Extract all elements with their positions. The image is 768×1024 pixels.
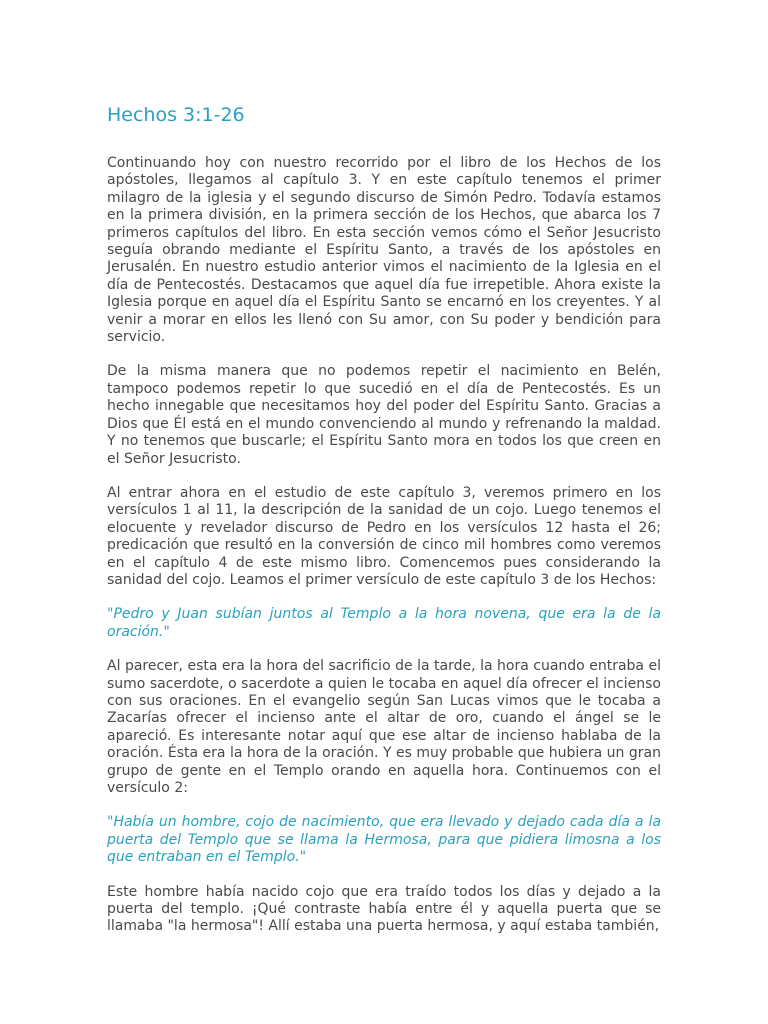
paragraph-hour-of-prayer: Al parecer, esta era la hora del sacrificio de la tarde, la hora cuando entraba el sumo sacerdote, o sacerdote a quien le tocaba en aquel día ofrecer el incienso con sus oraciones. En el evangelio según San Lucas vimos que le tocaba a Zacarías ofrecer el incienso ante el altar de oro, cuando el ángel se le apareció. Es interesante notar aquí que ese altar de incienso hablaba de la oración. Ésta era la hora de la oración. Y es muy probable que hubiera un gran grupo de gente en el Templo orando en aquella hora. Continuemos con el versículo 2: — [107, 658, 661, 796]
document-page — [107, 102, 661, 953]
document-title: Hechos 3:1-26 — [107, 104, 245, 126]
scripture-quote-verse-1: "Pedro y Juan subían juntos al Templo a la hora novena, que era la de la oración." — [107, 606, 661, 640]
paragraph-pentecost: De la misma manera que no podemos repetir el nacimiento en Belén, tampoco podemos repetir lo que sucedió en el día de Pentecostés. Es un hecho innegable que necesitamos hoy del poder del Espíritu Santo. Gracias a Dios que Él está en el mundo convenciendo al mundo y refrenando la maldad. Y no tenemos que buscarle; el Espíritu Santo mora en todos los que creen en el Señor Jesucristo. — [107, 363, 661, 467]
scripture-quote-verse-2: "Había un hombre, cojo de nacimiento, que era llevado y dejado cada día a la puerta del Templo que se llama la Hermosa, para que pidiera limosna a los que entraban en el Templo." — [107, 814, 661, 866]
paragraph-beautiful-gate: Este hombre había nacido cojo que era traído todos los días y dejado a la puerta del templo. ¡Qué contraste había entre él y aquella puerta que se llamaba "la hermosa"! Allí estaba una puerta hermosa, y aquí estaba también, — [107, 883, 661, 935]
paragraph-intro: Continuando hoy con nuestro recorrido por el libro de los Hechos de los apóstoles, llegamos al capítulo 3. Y en este capítulo tenemos el primer milagro de la iglesia y el segundo discurso de Simón Pedro. Todavía estamos en la primera división, en la primera sección de los Hechos, que abarca los 7 primeros capítulos del libro. En esta sección vemos cómo el Señor Jesucristo seguía obrando mediante el Espíritu Santo, a través de los apóstoles en Jerusalén. En nuestro estudio anterior vimos el nacimiento de la Iglesia en el día de Pentecostés. Destacamos que aquel día fue irrepetible. Ahora existe la Iglesia porque en aquel día el Espíritu Santo se encarnó en los creyentes. Y al venir a morar en ellos les llenó con Su amor, con Su poder y bendición para servicio. — [107, 155, 661, 346]
paragraph-chapter-overview: Al entrar ahora en el estudio de este capítulo 3, veremos primero en los versículos 1 al 11, la descripción de la sanidad de un cojo. Luego tenemos el elocuente y revelador discurso de Pedro en los versículos 12 hasta el 26; predicación que resultó en la conversión de cinco mil hombres como veremos en el capítulo 4 de este mismo libro. Comencemos pues considerando la sanidad del cojo. Leamos el primer versículo de este capítulo 3 de los Hechos: — [107, 484, 661, 588]
